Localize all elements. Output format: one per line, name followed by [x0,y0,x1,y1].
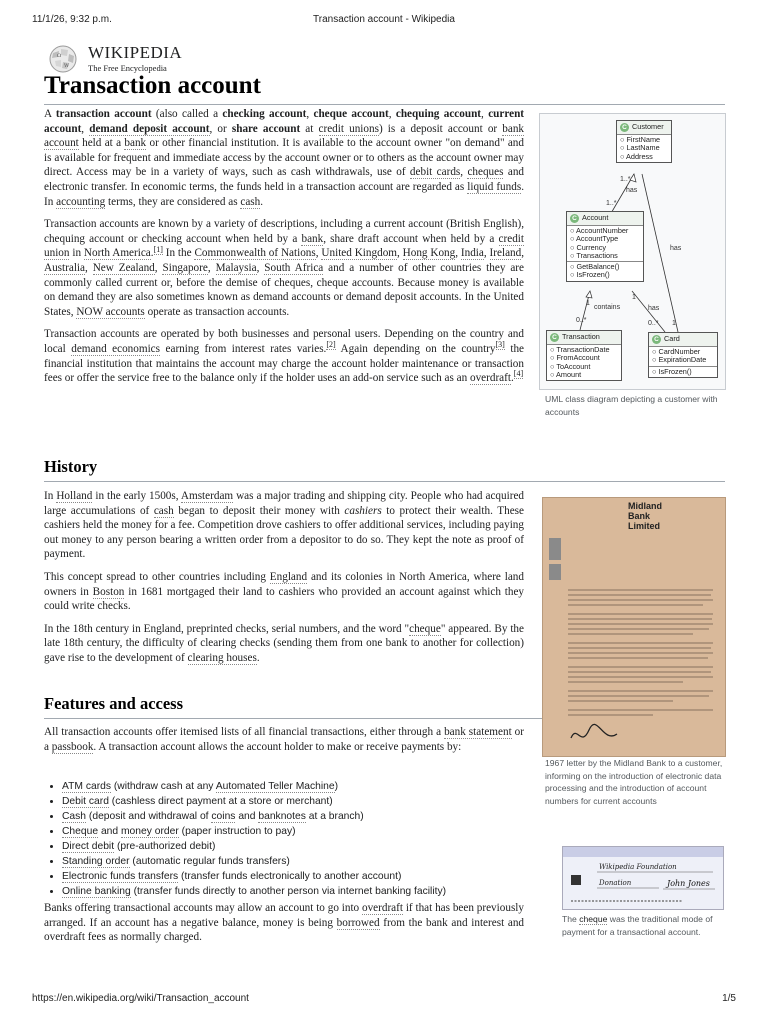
citation-4[interactable]: [4] [513,369,524,379]
uml-mult: 1..* [620,176,631,183]
wordmark-tagline: The Free Encyclopedia [88,63,167,73]
link-eft[interactable]: Electronic funds transfers [62,871,179,882]
link-amsterdam[interactable]: Amsterdam [180,490,234,502]
list-item: • Electronic funds transfers (transfer funds electronically to another account) [62,869,542,884]
link-boston[interactable]: Boston [92,585,125,598]
link-cheque-2[interactable]: Cheque [62,826,99,837]
link-united-kingdom[interactable]: United Kingdom [321,247,397,260]
uml-class-account: C Account ○ AccountNumber ○ AccountType ○ Currency ○ Transactions ○ GetBalance() ○ IsFrozen() [566,211,644,282]
list-item: • Direct debit (pre-authorized debit) [62,839,542,854]
history-section [44,489,524,674]
link-coins[interactable]: coins [211,811,236,822]
features-outro [44,901,524,953]
svg-text:Ω: Ω [57,53,62,59]
link-cheque-caption[interactable]: cheque [579,914,608,924]
link-atm-cards[interactable]: ATM cards [62,781,112,792]
link-liquid-funds[interactable]: liquid funds [467,180,522,193]
link-cash-3[interactable]: Cash [62,811,87,822]
intro-paragraph-3: Transaction accounts are operated by both businesses and personal users. Depending on the country and local demand economics earning from interest rates varies.[2] Again depending on the country[3] the financial institution that maintains the account may charge the account holder maintenance or transaction fees or offer the service free to the balance only if the holder uses an add-on service such as an overdraft.[4] [44,328,525,385]
uml-mult: 0..* [648,320,659,327]
link-holland[interactable]: Holland [56,490,93,502]
link-borrowed[interactable]: borrowed [336,916,380,929]
print-url: https://en.wikipedia.org/wiki/Transaction_account [32,993,249,1004]
uml-figure[interactable] [539,113,726,390]
link-now-accounts[interactable]: NOW accounts [76,305,145,318]
link-england[interactable]: England [269,570,308,583]
citation-1[interactable]: [1] [153,244,163,254]
letter-caption: 1967 letter by the Midland Bank to a customer, informing on the introduction of electronic data processing and the introduction of account numbers for current accounts [545,758,723,806]
link-atm[interactable]: Automated Teller Machine [215,781,335,792]
history-paragraph-3: In the 18th century in England, preprinted checks, serial numbers, and the word "cheque" appeared. By the late 18th century, the difficulty of clearing checks (sending them from one bank to another for collection) gave rise to the development of clearing houses. [44,622,524,664]
link-overdraft[interactable]: overdraft [469,372,511,385]
cheque-signature: John Jones [667,879,710,888]
link-money-order[interactable]: money order [120,826,179,837]
link-cash[interactable]: cash [240,195,261,208]
history-heading: History [44,457,98,476]
uml-mult: 1 [672,320,676,327]
link-credit-unions[interactable]: credit unions [318,122,379,135]
uml-label-has: has [670,245,682,252]
link-clearing-houses[interactable]: clearing houses [187,651,257,664]
list-item: • ATM cards (withdraw cash at any Automated Teller Machine) [62,779,542,794]
link-bank-account[interactable]: bank account [44,122,525,150]
uml-class-transaction: C Transaction ○ TransactionDate ○ FromAccount ○ ToAccount ○ Amount [546,330,622,381]
letter-letterhead: Midland Bank Limited [628,501,662,531]
link-cheque[interactable]: cheque [409,622,441,635]
link-south-africa[interactable]: South Africa [264,261,324,274]
uml-label-has: has [648,305,660,312]
link-standing-order[interactable]: Standing order [62,856,130,867]
link-hong-kong[interactable]: Hong Kong [402,247,456,260]
link-accounting[interactable]: accounting [56,195,106,208]
print-datetime: 11/1/26, 9:32 p.m. [32,14,112,25]
cheque-lines [563,847,723,909]
link-overdraft-2[interactable]: overdraft [361,902,403,914]
features-intro [44,725,524,762]
link-debit-card[interactable]: Debit card [62,796,109,807]
link-singapore[interactable]: Singapore [162,261,208,274]
uml-label-contains: contains [594,304,621,311]
features-paragraph-1: All transaction accounts offer itemised lists of all financial transactions, either through a bank statement or a passbook. A transaction account allows the account holder to make or receive payments by: [44,726,525,753]
letter-figure[interactable] [542,497,726,757]
intro-section [44,107,524,394]
link-bank-statement[interactable]: bank statement [444,726,512,738]
print-page-number: 1/5 [722,993,736,1004]
history-paragraph-2: This concept spread to other countries including England and its colonies in North America, where land owners in Boston in 1681 mortgaged their land to cashiers who provided an account against which they could write checks. [44,570,525,613]
link-malaysia[interactable]: Malaysia [215,261,257,274]
link-cash-2[interactable]: cash [153,504,174,517]
link-cheques[interactable]: cheques [467,166,504,179]
uml-mult: 1..* [606,200,617,207]
svg-text:W: W [64,63,70,69]
print-title: Transaction account - Wikipedia [313,14,455,25]
link-north-america[interactable]: North America [83,247,151,260]
features-heading: Features and access [44,694,184,713]
list-item: • Debit card (cashless direct payment at a store or merchant) [62,794,542,809]
link-new-zealand[interactable]: New Zealand [92,261,155,274]
link-india[interactable]: India [460,247,484,260]
features-paragraph-2: Banks offering transactional accounts may allow an account to go into overdraft if that has been previously arranged. If an account has a negative balance, money is being borrowed from the bank and interest and overdraft fees as normally charged. [44,902,525,944]
cheque-figure[interactable] [562,846,724,910]
link-online-banking[interactable]: Online banking [62,886,131,897]
cheque-payee: Wikipedia Foundation [599,863,677,871]
citation-3[interactable]: [3] [495,340,505,350]
history-paragraph-1: In Holland in the early 1500s, Amsterdam was a major trading and shipping city. People who had acquired large accumulations of cash began to deposit their money with cashiers to protect their wealth. These cashiers held the money for a fee. Competition drove cashiers to offer additional services, including paying out money to any person bearing a written order from a depositor to do so. They kept the note as proof of payment. [44,490,524,561]
wikipedia-globe-icon[interactable] [44,44,82,74]
uml-caption: UML class diagram depicting a customer with accounts [545,394,718,417]
citation-2[interactable]: [2] [326,340,336,350]
list-item: • Cheque and money order (paper instruction to pay) [62,824,542,839]
uml-class-customer: C Customer ○ FirstName ○ LastName ○ Address [616,120,672,163]
link-bank-2[interactable]: bank [301,232,324,245]
link-passbook[interactable]: passbook [51,740,94,753]
link-australia[interactable]: Australia [44,261,86,274]
link-banknotes[interactable]: banknotes [258,811,306,822]
cheque-caption: The cheque was the traditional mode of payment for a transactional account. [562,914,713,937]
link-direct-debit[interactable]: Direct debit [62,841,115,852]
uml-label-has: has [626,187,638,194]
link-demand-economics[interactable]: demand economics [71,342,161,355]
cheque-amount-words: Donation [599,879,632,887]
intro-paragraph-2: Transaction accounts are known by a variety of descriptions, including a current account (British English), chequing account or checking account when held by a bank, share draft account when held by a credit union in North America.[1] In the Commonwealth of Nations, United Kingdom, Hong Kong, India, Ireland, Australia, New Zealand, Singapore, Malaysia, South Africa and a number of other countries they are commonly called current or, before the demise of cheques, cheque accounts. Because money is available on demand they are also sometimes known as demand accounts or demand deposit accounts. In the United States, NOW accounts operate as transaction accounts. [44,218,525,318]
intro-paragraph-1: A transaction account (also called a checking account, cheque account, chequing account, current account, demand deposit account, or share account at credit unions) is a deposit account or bank account held at a bank or other financial institution. It is available to the account owner "on demand" and is available for frequent and immediate access by the account owner or to others as the account owner may direct. Access may be in a variety of ways, such as cash withdrawals, use of debit cards, cheques and electronic transfer. In economic terms, the funds held in a transaction account are regarded as liquid funds. In accounting terms, they are considered as cash. [44,108,525,208]
uml-mult: 0..* [576,317,587,324]
link-ireland[interactable]: Ireland [489,247,522,260]
payment-methods-list [44,779,542,899]
list-item: • Online banking (transfer funds directly to another person via internet banking facility) [62,884,542,899]
link-commonwealth[interactable]: Commonwealth of Nations [194,247,316,260]
link-credit-union[interactable]: credit union [44,232,525,260]
link-debit-cards[interactable]: debit cards [409,166,461,179]
page-title: Transaction account [44,72,261,99]
link-bank[interactable]: bank [124,137,147,150]
uml-class-card: C Card ○ CardNumber ○ ExpirationDate ○ IsFrozen() [648,332,718,378]
wikipedia-wordmark[interactable] [88,43,182,73]
title-rule [44,104,725,105]
list-item: • Standing order (automatic regular funds transfers) [62,854,542,869]
list-item: • Cash (deposit and withdrawal of coins and banknotes at a branch) [62,809,542,824]
wordmark-text: WIKIPEDIA [88,43,183,62]
uml-mult: 1 [586,300,590,307]
letter-body-lines [543,498,725,756]
history-rule [44,481,725,482]
uml-mult: 1 [632,294,636,301]
link-demand-deposit-account[interactable]: demand deposit account [89,122,210,135]
